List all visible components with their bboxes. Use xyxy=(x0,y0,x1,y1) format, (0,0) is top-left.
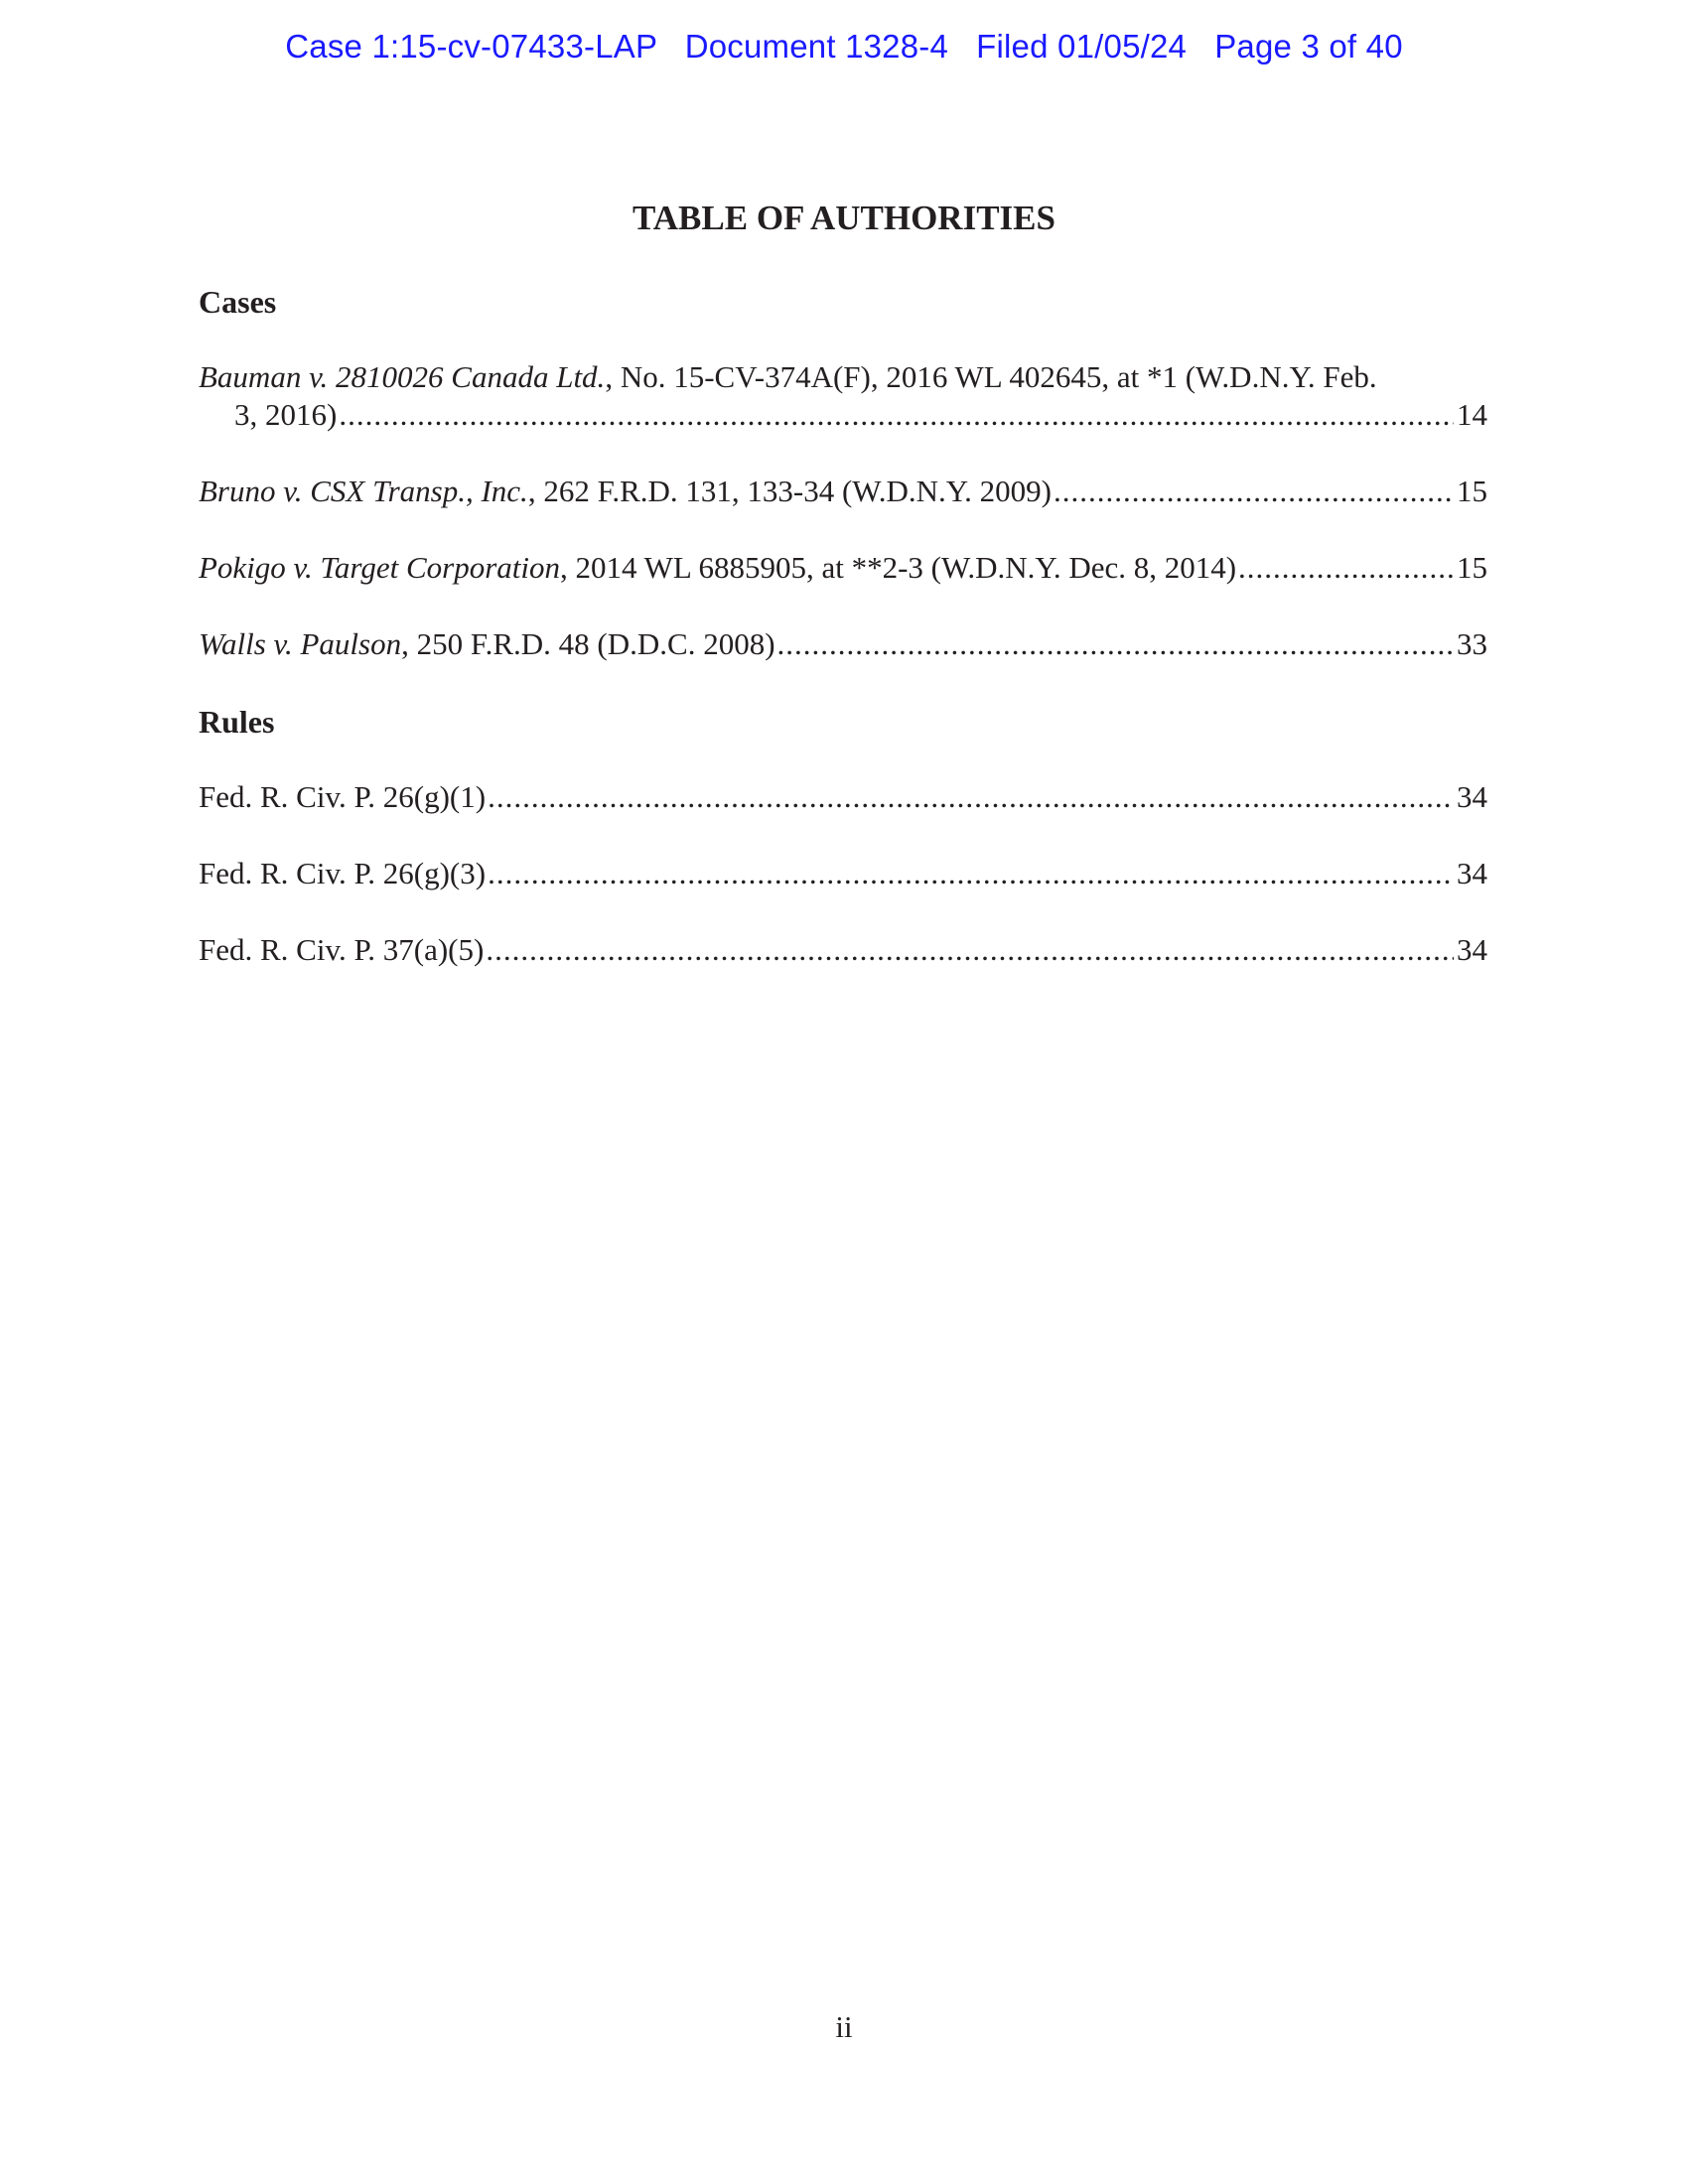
page-reference: 15 xyxy=(1457,550,1487,585)
case-citation: , 2014 WL 6885905, at **2-3 (W.D.N.Y. Dec. 8, 2014) xyxy=(559,550,1237,585)
toc-entry-rule-26g1 xyxy=(199,778,1487,816)
rule-citation: Fed. R. Civ. P. 26(g)(1) xyxy=(199,779,487,814)
dot-leader xyxy=(488,855,1454,892)
toc-entry-line xyxy=(199,855,1487,892)
toc-entry-walls xyxy=(199,625,1487,663)
page-reference: 15 xyxy=(1457,474,1487,508)
toc-entry-text xyxy=(199,549,1236,587)
toc-entry-second-line xyxy=(199,396,1487,434)
header-document-number: Document 1328-4 xyxy=(684,28,949,65)
case-name: Bauman v. 2810026 Canada Ltd. xyxy=(199,359,606,394)
page-reference: 34 xyxy=(1457,932,1487,967)
case-citation: , No. 15-CV-374A(F), 2016 WL 402645, at *1 (W.D.N.Y. Feb. xyxy=(605,359,1377,394)
dot-leader xyxy=(488,778,1454,816)
rule-citation: Fed. R. Civ. P. 26(g)(3) xyxy=(199,856,487,890)
toc-entry-line xyxy=(199,549,1487,587)
header-page-count: Page 3 of 40 xyxy=(1214,28,1403,65)
dot-leader xyxy=(1054,473,1454,510)
header-case-number: Case 1:15-cv-07433-LAP xyxy=(285,28,657,65)
toc-entry-bruno xyxy=(199,473,1487,510)
page-title: TABLE OF AUTHORITIES xyxy=(633,199,1055,237)
section-heading-rules: Rules xyxy=(199,704,275,740)
toc-entry-line xyxy=(199,931,1487,969)
case-name: Walls v. Paulson xyxy=(199,626,402,661)
header-filed-date: Filed 01/05/24 xyxy=(976,28,1188,65)
dot-leader xyxy=(486,931,1454,969)
toc-entry-text xyxy=(199,473,1052,510)
page-number: ii xyxy=(835,2009,853,2044)
toc-entry-text xyxy=(199,625,775,663)
toc-entry-rule-26g3 xyxy=(199,855,1487,892)
dot-leader xyxy=(339,396,1454,434)
toc-entry-bauman xyxy=(199,358,1487,434)
toc-entry-line xyxy=(199,473,1487,510)
rule-citation: Fed. R. Civ. P. 37(a)(5) xyxy=(199,932,485,967)
dot-leader xyxy=(777,625,1454,663)
ecf-filing-header xyxy=(0,28,1688,66)
toc-entry-line xyxy=(199,625,1487,663)
case-citation-continued: 3, 2016) xyxy=(234,397,338,432)
page-reference: 14 xyxy=(1457,397,1487,432)
case-name: Bruno v. CSX Transp., Inc. xyxy=(199,474,528,508)
page-reference: 33 xyxy=(1457,626,1487,661)
toc-entry-first-line xyxy=(199,358,1487,396)
page-reference: 34 xyxy=(1457,779,1487,814)
case-name: Pokigo v. Target Corporation xyxy=(199,550,560,585)
case-citation: , 262 F.R.D. 131, 133-34 (W.D.N.Y. 2009) xyxy=(527,474,1052,508)
toc-entry-pokigo xyxy=(199,549,1487,587)
toc-entry-line xyxy=(199,778,1487,816)
page-reference: 34 xyxy=(1457,856,1487,890)
dot-leader xyxy=(1238,549,1454,587)
case-citation: , 250 F.R.D. 48 (D.D.C. 2008) xyxy=(401,626,775,661)
toc-entry-rule-37a5 xyxy=(199,931,1487,969)
section-heading-cases: Cases xyxy=(199,284,277,320)
